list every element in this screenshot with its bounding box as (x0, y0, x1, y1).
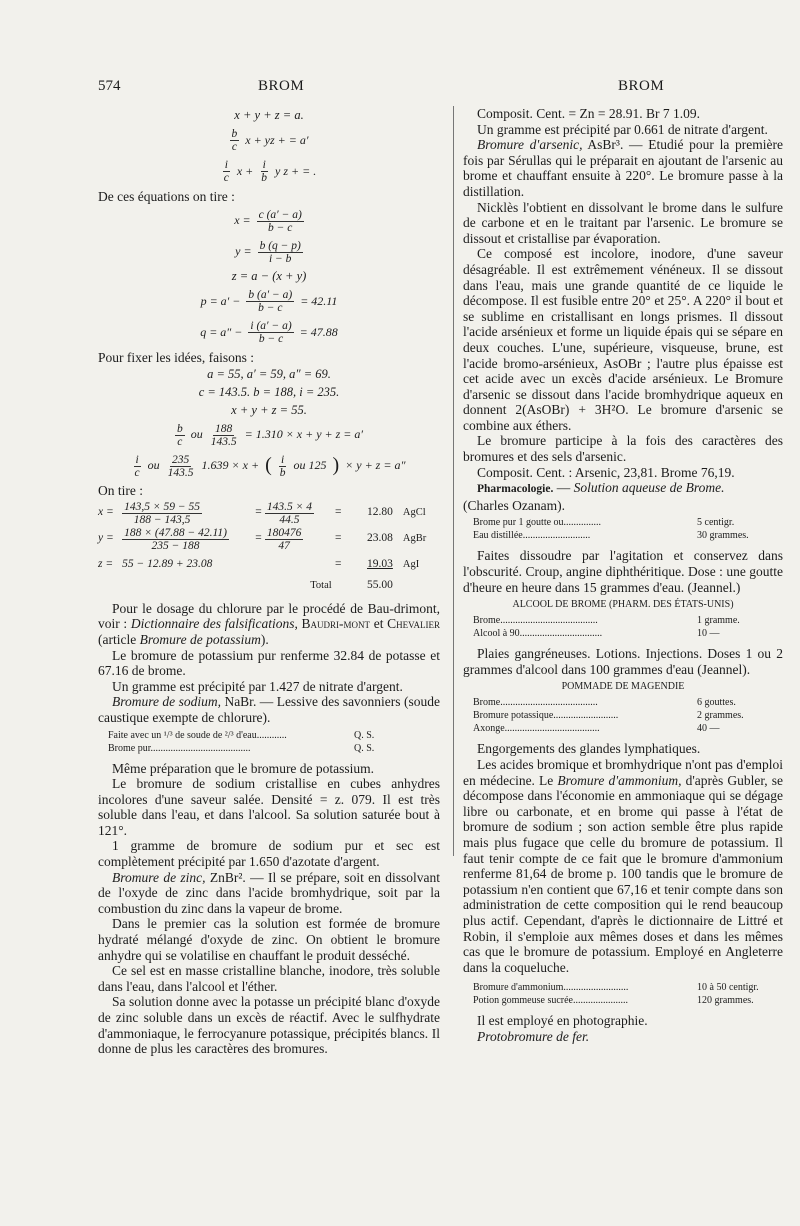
paragraph: Le bromure participe à la fois des caractères des bromures et des sels d'arsenic. (463, 433, 783, 465)
total-row (98, 579, 440, 593)
numerator: 235 (171, 453, 190, 466)
total-label: Total (310, 579, 332, 591)
recipe-row: Axonge...................................... 40 — (473, 723, 720, 735)
paragraph: Il est employé en photographie. (477, 1013, 648, 1029)
recipe-row: Faite avec un ¹/³ de soude de ²/³ d'eau............ Q. S. (108, 729, 375, 741)
fraction (122, 527, 229, 552)
paragraph: Le bromure de sodium cristallise en cubes anhydres incolores d'une saveur salée. Densité = z. 079. Il est très soluble dans l'eau, et dans l'alcool. Sa solution saturée bout à 121°. (98, 776, 440, 838)
denominator: 44.5 (279, 513, 300, 526)
denominator: 188 − 143,5 (133, 513, 191, 526)
recipe-row: Eau distillée........................... 30 grammes. (473, 530, 749, 542)
numerator: 188 (215, 422, 233, 435)
paren-open: ( (265, 454, 272, 477)
fraction (258, 240, 303, 265)
fraction (175, 423, 185, 448)
numerator: i (281, 453, 285, 466)
page-number: 574 (98, 78, 121, 94)
equation-text: ou 125 (293, 458, 327, 473)
section-heading: Pharmacologie. — Solution aqueuse de Brome. (477, 480, 725, 496)
column-divider (453, 106, 454, 856)
equation (98, 421, 440, 449)
fraction (248, 320, 293, 345)
paragraph: Composit. Cent. = Zn = 28.91. Br 7 1.09. (477, 106, 700, 121)
paragraph: 1 gramme de bromure de sodium pur et sec est complètement précipité par 1.650 d'azotate d'argent. (98, 838, 440, 870)
equation (98, 319, 440, 347)
paragraph: De ces équations on tire : (98, 188, 235, 204)
denominator: c (231, 141, 237, 154)
recipe-row: Potion gommeuse sucrée...................... 120 grammes. (473, 995, 754, 1007)
fraction (166, 454, 196, 479)
paragraph: Bromure de zinc, ZnBr². — Il se prépare, soit en dissolvant de l'oxyde de zinc dans l'acide bromhydrique, soit par la combustion du zinc dans la vapeur de brome. (98, 869, 440, 916)
fraction (265, 501, 314, 526)
fraction (209, 423, 239, 448)
equation (98, 158, 440, 186)
paragraph: On tire : (98, 483, 143, 499)
result-compound: AgI (402, 558, 420, 570)
result-expression: 55 − 12.89 + 23.08 (122, 557, 213, 570)
paragraph: Faites dissoudre par l'agitation et conservez dans l'obscurité. Croup, angine diphthéritique. Dose : une goutte d'heure en heure dans 15 grammes d'eau. (Jeannel.) (463, 548, 783, 595)
denominator: b − c (268, 221, 293, 234)
recipe-row: Bromure potassique.......................... 2 grammes. (473, 710, 744, 722)
denominator: b − c (258, 333, 284, 346)
recipe-row: Brome pur........................................ Q. S. (108, 742, 375, 754)
paragraph: Bromure d'arsenic, AsBr³. — Etudié pour la première fois par Sérullas qui le préparait en ajoutant de l'arsenic au brome et chauffant ensuite à 220°. Le bromure passe à la distillation. (463, 137, 783, 199)
result-row: z = 55 − 12.89 + 23.08 = 19.03 AgI (98, 553, 440, 577)
paragraph: (Charles Ozanam). (463, 497, 565, 513)
equation-text: 1.639 × x + (201, 458, 260, 473)
running-header (0, 78, 800, 100)
denominator: b (261, 172, 268, 185)
fraction (259, 159, 269, 184)
recipe-row: Brome....................................... 6 gouttes. (473, 697, 736, 709)
fraction (265, 527, 304, 552)
recipe-row: Brome pur 1 goutte ou............... 5 centigr. (473, 517, 735, 529)
recipe-heading: POMMADE DE MAGENDIE (561, 681, 685, 693)
equation: a = 55, a′ = 59, a″ = 69. (207, 367, 331, 382)
equation (98, 238, 440, 266)
equation (98, 288, 440, 316)
paragraph: Un gramme est précipité par 1.427 de nitrate d'argent. (112, 678, 403, 694)
numerator: b (a′ − a) (248, 289, 293, 302)
equation-text: × y + z = a″ (345, 458, 406, 473)
equation (98, 452, 440, 480)
numerator: i (135, 453, 139, 466)
equation-rhs: = 47.88 (299, 324, 338, 339)
equation-text: y z + = . (275, 163, 317, 178)
paragraph: Dans le premier cas la solution est formée de bromure hydraté mélangé d'oxyde de zinc. On obtient le bromure anhydre qui se volatilise en chauffant le produit desséché. (98, 916, 440, 963)
result-row: x = $\frac{143,5 \times 59 - 55}{188 - 143,5}$ = $\frac{143.5 \times 4}{44.5}$ = 12.80 AgCl (98, 501, 440, 525)
right-column (463, 106, 783, 1045)
equation: x + y + z = a. (234, 108, 304, 122)
equation-text: ou (147, 458, 160, 473)
fraction (246, 289, 294, 314)
equation-lhs: y = (235, 244, 252, 259)
paragraph: Même préparation que le bromure de potassium. (112, 760, 375, 776)
equation-text: ou (190, 427, 203, 442)
numerator: 143.5 × 4 (266, 500, 313, 513)
paragraph: Composit. Cent. : Arsenic, 23,81. Brome 76,19. (477, 464, 735, 480)
equation: z = a − (x + y) (231, 269, 307, 284)
paragraph: Plaies gangréneuses. Lotions. Injections. Doses 1 ou 2 grammes d'alcool dans 100 grammes d'eau (Jeannel). (463, 646, 783, 677)
equation-lhs: x = (234, 213, 251, 228)
paragraph: Les acides bromique et bromhydrique n'ont pas d'emploi en médecine. Le Bromure d'ammonium, d'après Gubler, se décompose dans l'économie en ammoniaque qui se dégage libre ou carbonate, et en brome qui passe à l'état de bromure de sodium ; son action semble être plus rapide mais plus fugace que celle du bromure de potassium. Il faut tenir compte de ce fait que le bromure d'ammonium renferme 81,64 de brome p. 100 tandis que le bromure de potassium n'en contient que 67,16 et tenir compte dans son administration de cette composition qui le rend beaucoup plus actif. Cependant, d'après le dictionnaire de Littré et Robin, il s'emploie aux mêmes doses et dans les mêmes cas que le bromure de potassium. Employé en Angleterre dans la coqueluche. (463, 757, 784, 975)
fraction (122, 501, 202, 526)
numerator: i (262, 159, 266, 172)
recipe-heading: ALCOOL DE BROME (PHARM. DES ÉTATS-UNIS) (512, 599, 734, 611)
paragraph: Sa solution donne avec la potasse un précipité blanc d'oxyde de zinc soluble dans un excès de réactif. Avec le sulfhydrate d'ammoniaque, le ferrocyanure potassique, précipités blancs. Il donne de plus les caractères des bromures. (98, 994, 440, 1057)
denominator: b (279, 466, 286, 479)
recipe-row: Alcool à 90................................. 10 — (473, 628, 720, 640)
paragraph: Pour le dosage du chlorure par le procédé de Bau-drimont, voir : Dictionnaire des falsifications, Baudri-mont et Chevalier (article Bromure de potassium). (98, 600, 440, 647)
running-head-left: BROM (258, 78, 305, 94)
numerator: 180476 (266, 526, 302, 539)
running-head-right: BROM (618, 78, 665, 94)
denominator: c (134, 466, 140, 479)
result-compound: AgCl (402, 506, 426, 518)
fraction (278, 454, 288, 479)
fraction (257, 209, 304, 234)
numerator: 143,5 × 59 − 55 (124, 500, 201, 513)
equation-text: x + (236, 163, 254, 178)
denominator: c (177, 435, 183, 448)
fraction (222, 159, 231, 184)
denominator: b − c (258, 302, 283, 315)
numerator: b (231, 128, 238, 141)
result-value: 23.08 (367, 531, 393, 544)
paragraph: Ce sel est en masse cristalline blanche, inodore, très soluble dans l'eau, dans l'alcool et l'éther. (98, 963, 440, 994)
denominator: 143.5 (167, 466, 194, 479)
equation-text: x + yz + = a′ (245, 132, 309, 147)
equation-lhs: p = a′ − (200, 293, 241, 308)
recipe-row: Brome....................................... 1 gramme. (473, 615, 740, 627)
denominator: 143.5 (210, 435, 237, 448)
paren-close: ) (332, 454, 340, 477)
numerator: c (a′ − a) (258, 208, 302, 221)
paragraph: Engorgements des glandes lymphatiques. (477, 741, 701, 757)
equation (98, 127, 440, 155)
total-value: 55.00 (367, 578, 393, 591)
result-lhs: x = (98, 505, 114, 518)
paragraph: Pour fixer les idées, faisons : (98, 349, 254, 365)
equation (98, 207, 440, 235)
equation-text: = 1.310 × x + y + z = a′ (244, 427, 364, 442)
paragraph: Protobromure de fer. (477, 1028, 590, 1044)
equation-lhs: q = a″ − (200, 324, 243, 339)
equation-rhs: = 42.11 (300, 293, 338, 308)
numerator: b (176, 422, 183, 435)
left-column (98, 106, 440, 1057)
equation: x + y + z = 55. (231, 402, 307, 417)
denominator: i − b (268, 252, 292, 265)
result-lhs: y = (98, 531, 114, 544)
fraction (133, 454, 142, 479)
denominator: 235 − 188 (151, 539, 200, 552)
paragraph: Le bromure de potassium pur renferme 32.84 de potasse et 67.16 de brome. (98, 647, 440, 679)
denominator: c (223, 172, 229, 185)
fraction (230, 128, 240, 153)
result-row: y = $\frac{188 \times (47.88 - 42.11)}{235 - 188}$ = $\frac{180476}{47}$ = 23.08 AgBr (98, 527, 440, 551)
numerator: b (q − p) (259, 239, 301, 252)
paragraph: Nicklès l'obtient en dissolvant le brome dans le sulfure de carbone et en le traitant par l'arsenic. Le bromure se dissout et cristallise par évaporation. (463, 199, 783, 246)
result-value: 19.03 (367, 557, 393, 570)
paragraph: Un gramme est précipité par 0.661 de nitrate d'argent. (477, 121, 768, 137)
recipe-row: Bromure d'ammonium.......................... 10 à 50 centigr. (473, 982, 759, 994)
numerator: i (a′ − a) (250, 320, 292, 333)
result-value: 12.80 (367, 505, 393, 518)
result-lhs: z = (98, 557, 114, 570)
numerator: i (224, 159, 228, 172)
paragraph: Bromure de sodium, NaBr. — Lessive des savonniers (soude caustique exempte de chlorure). (98, 694, 440, 725)
numerator: 188 × (47.88 − 42.11) (124, 526, 227, 539)
paragraph: Ce composé est incolore, inodore, d'une saveur désagréable. Il est extrêmement vénéneux. Il se dissout dans l'eau, mais une grande quantité de ce liquide le décompose. Il est fusible entre 20° et 25°. A 220° il bout et se sublime en cristallisant en longs prismes. Il dissout l'acide arsénieux et forme un liquide épais qui se sépare en deux couches. L'une, supérieure, visqueuse, brune, est l'acide bromo-arsénieux, AsOBr ; l'autre plus épaisse est cet acide avec un excès d'acide arsénieux. Le Bromure d'arsenic se dissout dans l'acide bromhydrique aqueux en donnent 2(AsOBr) + 3H²O. Le bromure d'arsenic se combine aux éthers. (463, 246, 783, 433)
result-compound: AgBr (402, 532, 427, 544)
equation: c = 143.5. b = 188, i = 235. (198, 384, 340, 399)
denominator: 47 (278, 539, 290, 552)
